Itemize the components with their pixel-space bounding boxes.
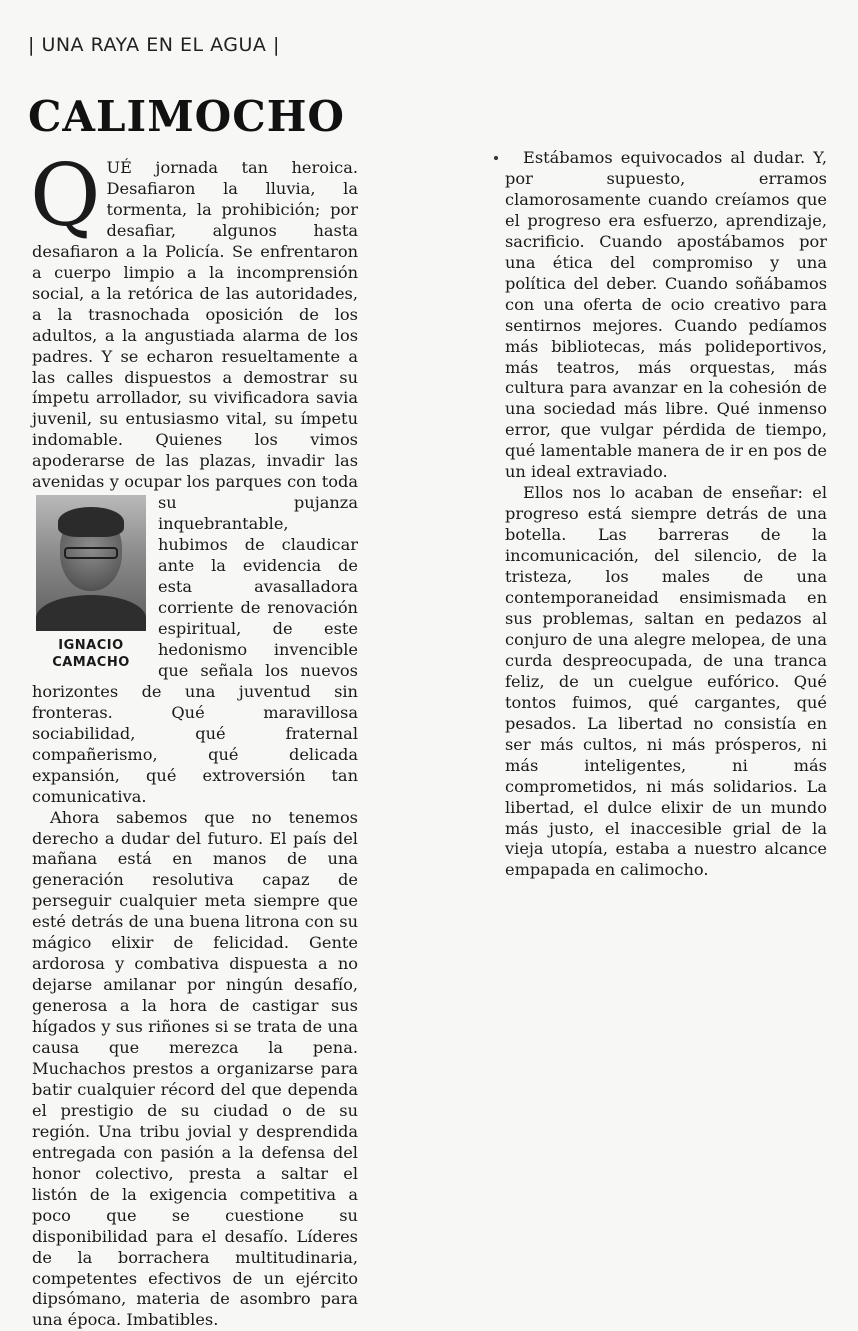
paragraph-1-text: jornada tan heroica. Desafiaron la lluvia, la tormenta, la prohibición; por desafiar, algunos hasta desafiaron a la Policía. Se enfrentaron a cuerpo limpio a la incomprensión social, a la retórica de las autoridades, a la trasnochada oposición de los adultos, a la angustiada alarma de los padres. Y se echaron resueltamente a las calles dispuestos a demostrar su ímpetu arrollador, su vivificadora savia juvenil, su entusiasmo vital, su ímpetu indomable. Quienes los vimos apoderarse de las plazas, invadir las avenidas y ocupar los parques con toda su pujanza IGNACIO CAMACHO inquebrantable, hubimos de claudicar ante la evidencia de esta avasalladora corriente de renovación espiritual, de este hedonismo invencible que señala los nuevos horizontes de una juventud sin fronteras. Qué maravillosa sociabilidad, qué fraternal compañerismo, qué delicada expansión, qué extroversión tan comunicativa.	[32, 158, 358, 806]
headline: CALIMOCHO	[28, 92, 345, 141]
paragraph-4: Ellos nos lo acaban de enseñar: el progreso está siempre detrás de una botella. Las barreras de la incomunicación, del silencio, de la tristeza, los males de una contemporaneidad ensimismada en sus problemas, saltan en pedazos al conjuro de una alegre melopea, de una curda despreocupada, de una tranca feliz, de un cuelgue eufórico. Qué tontos fuimos, qué cargantes, qué pesados. La libertad no consistía en ser más cultos, ni más prósperos, ni más inteligentes, ni más comprometidos, ni más solidarios. La libertad, el dulce elixir de un mundo más justo, el inaccesible grial de la vieja utopía, estaba a nuestro alcance empapada en calimocho.	[505, 483, 827, 880]
paragraph-3: Estábamos equivocados al dudar. Y, por supuesto, erramos clamorosamente cuando creíamos que el progreso era esfuerzo, aprendizaje, sacrificio. Cuando apostábamos por una ética del compromiso y una política del deber. Cuando soñábamos con una oferta de ocio creativo para sentirnos mejores. Cuando pedíamos más bibliotecas, más polideportivos, más teatros, más orquestas, más cultura para avanzar en la cohesión de una sociedad más libre. Qué inmenso error, que vulgar pérdida de tiempo, qué lamentable manera de ir en pos de un ideal extraviado.	[505, 148, 827, 482]
section-label: | UNA RAYA EN EL AGUA |	[28, 34, 280, 56]
author-box	[32, 495, 150, 671]
paragraph-1	[30, 146, 358, 808]
author-photo	[36, 495, 146, 631]
author-name: IGNACIO CAMACHO	[52, 638, 130, 671]
right-column	[505, 148, 827, 881]
paragraph-2: Ahora sabemos que no tenemos derecho a dudar del futuro. El país del mañana está en manos de una generación resolutiva capaz de perseguir cualquier meta siempre que esté detrás de una buena litrona con su mágico elixir de felicidad. Gente ardorosa y combativa dispuesta a no dejarse amilanar por ningún desafío, generosa a la hora de castigar sus hígados y sus riñones si se trata de una causa que merezca la pena. Muchachos prestos a organizarse para batir cualquier récord del que dependa el prestigio de su ciudad o de su región. Una tribu jovial y desprendida entregada con pasión a la defensa del honor colectivo, presta a saltar el listón de la exigencia competitiva a poco que se cuestione su disponibilidad para el desafío. Líderes de la borrachera multitudinaria, competentes efectivos de un ejército dipsómano, materia de asombro para una época. Imbatibles.	[32, 807, 358, 1330]
lead-word: UÉ	[106, 158, 132, 177]
left-column	[30, 146, 358, 1331]
dropcap: Q	[30, 146, 101, 246]
column-bullet	[494, 156, 498, 160]
